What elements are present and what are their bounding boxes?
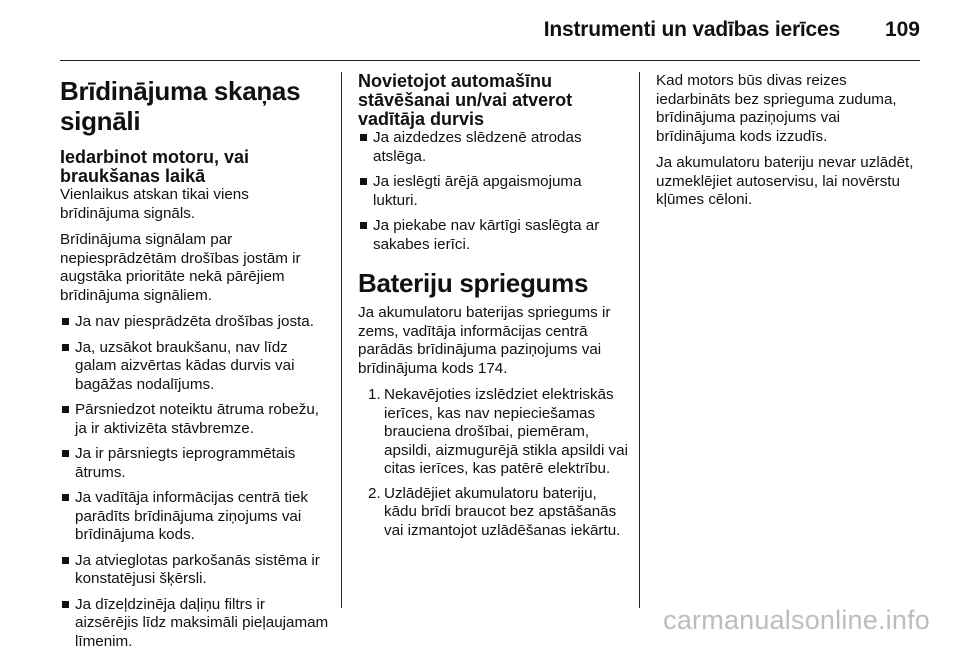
bullet-list bbox=[358, 129, 630, 254]
paragraph: Vienlaikus atskan tikai viens brīdinājuma signāls. bbox=[60, 186, 249, 222]
step-number: 1. bbox=[368, 386, 381, 403]
subheading-parking: Novietojot automašīnu stāvēšanai un/vai atverot vadītāja durvis bbox=[358, 71, 573, 129]
column-divider bbox=[639, 72, 640, 608]
numbered-list bbox=[358, 386, 630, 540]
list-item: Ja ieslēgti ārējā apgaismojuma lukturi. bbox=[358, 173, 630, 210]
column-2 bbox=[358, 72, 630, 546]
list-item bbox=[358, 386, 630, 479]
list-item: Ja, uzsākot braukšanu, nav līdz galam aizvērtas kādas durvis vai bagāžas nodalījums. bbox=[60, 339, 332, 395]
list-item bbox=[358, 485, 630, 541]
paragraph: Brīdinājuma signālam par nepiesprādzētām drošības jostām ir augstāka prioritāte nekā pārējiem brīdinājuma signāliem. bbox=[60, 231, 301, 304]
column-1 bbox=[60, 72, 332, 658]
step-text: Nekavējoties izslēdziet elektriskās ierīces, kas nav nepieciešamas brauciena drošībai, piemēram, apsildi, aizmugurējā stikla apsildi vai citas ierīces, kas patērē elektrību. bbox=[384, 386, 628, 477]
paragraph: Ja akumulatoru baterijas spriegums ir zems, vadītāja informācijas centrā parādās brīdinājuma paziņojums vai brīdinājuma kods 174. bbox=[358, 304, 611, 377]
watermark: carmanualsonline.info bbox=[663, 605, 930, 635]
bullet-list bbox=[60, 313, 332, 651]
column-3 bbox=[656, 72, 920, 218]
section-heading-warning-chimes: Brīdinājuma skaņas signāli bbox=[60, 76, 301, 136]
list-item: Ja piekabe nav kārtīgi saslēgta ar sakabes ierīci. bbox=[358, 217, 630, 254]
list-item: Ja ir pārsniegts ieprogrammētais ātrums. bbox=[60, 445, 332, 482]
paragraph: Kad motors būs divas reizes iedarbināts bez sprieguma zuduma, brīdinājuma paziņojums vai brīdinājuma kods izzudīs. bbox=[656, 72, 897, 145]
step-number: 2. bbox=[368, 484, 381, 502]
page-header bbox=[60, 14, 920, 54]
column-divider bbox=[341, 72, 342, 608]
paragraph: Ja akumulatoru bateriju nevar uzlādēt, uzmeklējiet autoservisu, lai novērstu kļūmes cēloni. bbox=[656, 154, 914, 208]
page-number: 109 bbox=[884, 18, 920, 41]
header-rule bbox=[60, 60, 920, 61]
step-text: Uzlādējiet akumulatoru bateriju, kādu brīdi braucot bez apstāšanās vai izmantojot uzlādēšanas iekārtu. bbox=[384, 484, 621, 539]
list-item: Ja dīzeļdzinēja daļiņu filtrs ir aizsērējis līdz maksimāli pieļaujamam līmenim. bbox=[60, 596, 332, 652]
list-item: Pārsniedzot noteiktu ātruma robežu, ja ir aktivizēta stāvbremze. bbox=[60, 401, 332, 438]
subheading-engine-start: Iedarbinot motoru, vai braukšanas laikā bbox=[60, 147, 250, 186]
section-heading-battery-voltage: Bateriju spriegums bbox=[358, 268, 589, 298]
list-item: Ja atvieglotas parkošanās sistēma ir konstatējusi šķērsli. bbox=[60, 552, 332, 589]
list-item: Ja nav piesprādzēta drošības josta. bbox=[60, 313, 332, 332]
header-title: Instrumenti un vadības ierīces bbox=[543, 18, 840, 41]
list-item: Ja vadītāja informācijas centrā tiek parādīts brīdinājuma ziņojums vai brīdinājuma kods. bbox=[60, 489, 332, 545]
list-item: Ja aizdedzes slēdzenē atrodas atslēga. bbox=[358, 129, 630, 166]
